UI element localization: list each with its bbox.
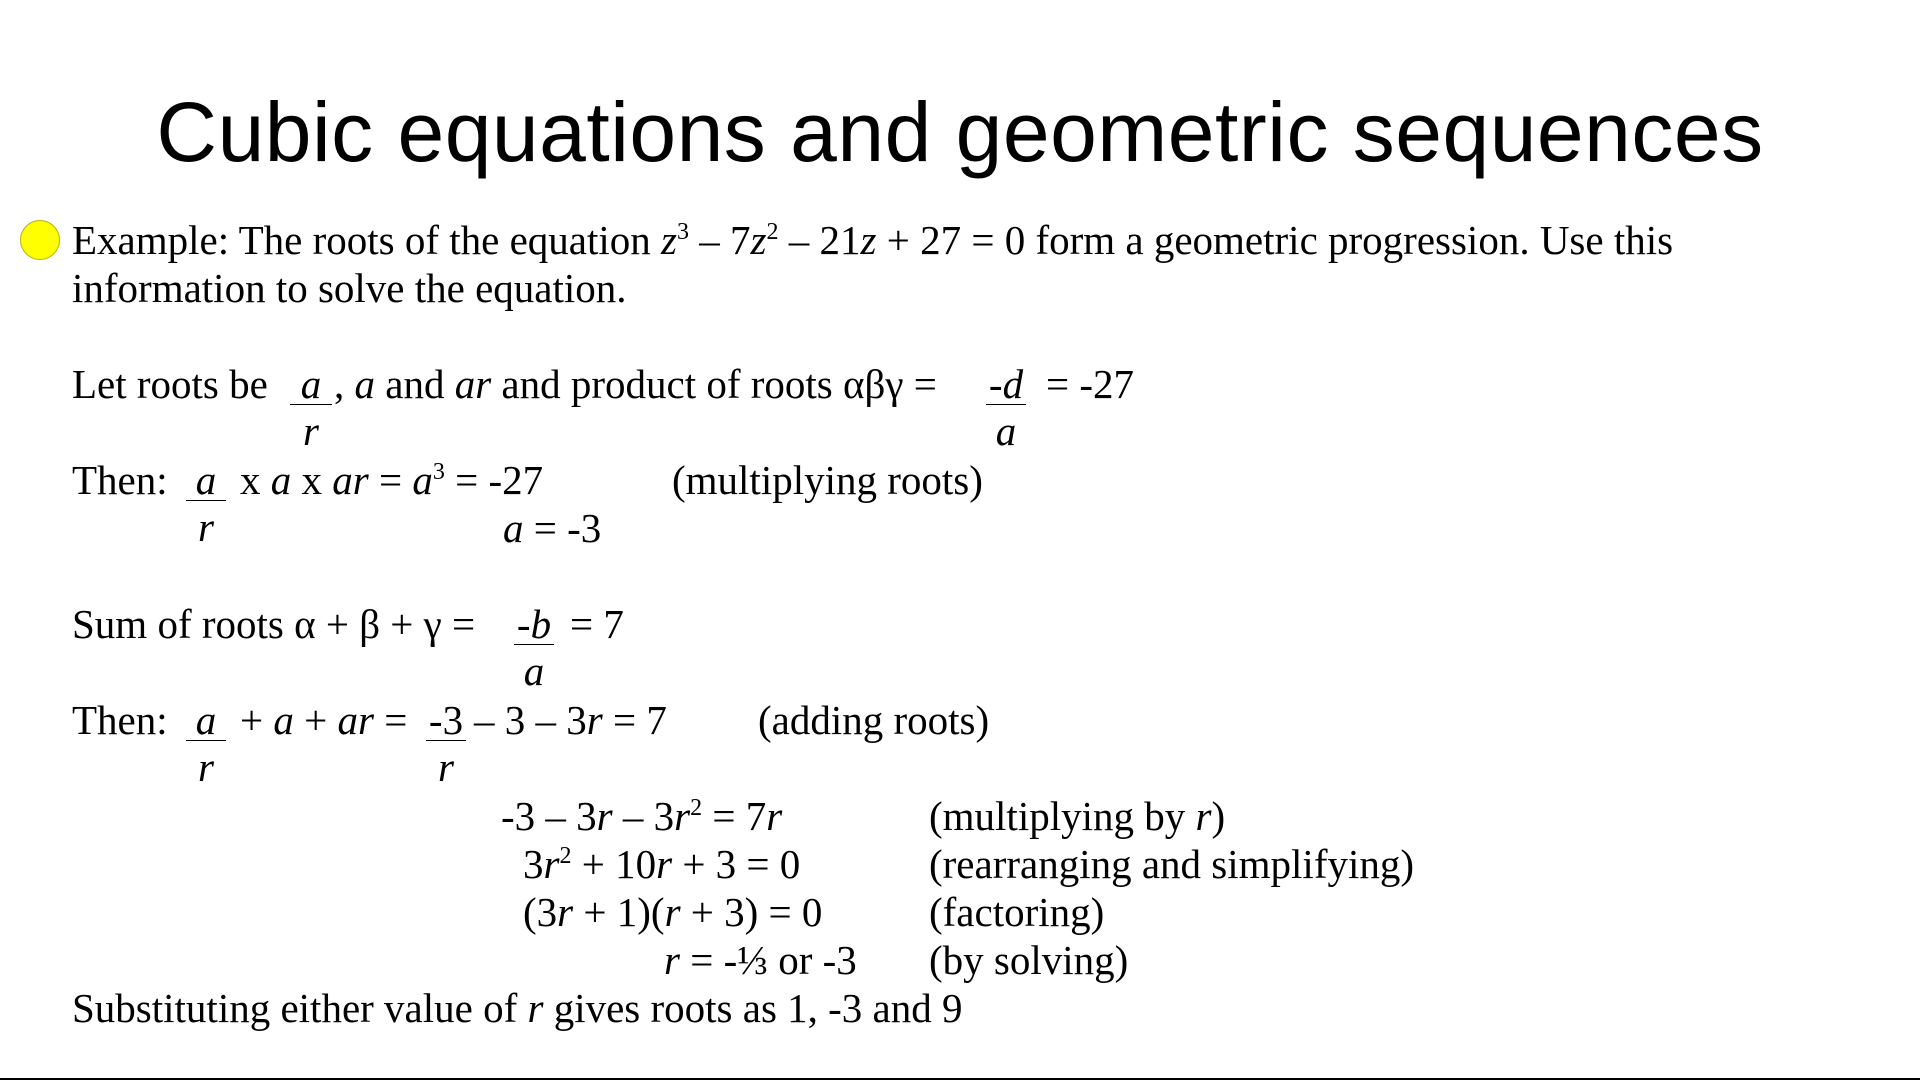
var-r: r: [543, 841, 560, 887]
var-a: a: [273, 697, 294, 743]
fraction-numerator: a: [195, 457, 217, 503]
fraction-numerator: a: [300, 361, 322, 407]
var-r: r: [664, 889, 681, 935]
step3-result: = 7: [570, 601, 624, 647]
equals-sign: =: [373, 697, 408, 743]
fraction-denominator: a: [523, 648, 545, 694]
fraction-numerator: -3: [428, 697, 464, 743]
times-sign: x: [240, 457, 271, 503]
note-text: ): [1211, 793, 1226, 839]
terms: -3 – 3: [501, 793, 597, 839]
and-text: and: [375, 361, 455, 407]
fraction-neg3-over-r: [426, 696, 466, 791]
terms: – 3: [612, 793, 675, 839]
var-r: r: [674, 793, 691, 839]
term-21: – 21: [778, 217, 861, 263]
var-r: r: [766, 793, 783, 839]
var-z: z: [860, 217, 877, 263]
var-a: a: [270, 457, 292, 503]
fraction-numerator: [514, 600, 554, 648]
var-ar: ar: [454, 361, 492, 407]
working-line-1: [501, 792, 782, 840]
working-note-2: (rearranging and simplifying): [929, 841, 1415, 887]
minus-sign: -: [988, 361, 1003, 407]
var-a: a: [503, 505, 524, 551]
step1-lead: Let roots be: [72, 361, 268, 407]
example-rest: + 27 = 0 form a geometric progression. Use this: [876, 217, 1674, 263]
fraction-a-over-r: [186, 696, 226, 791]
slide-title: Cubic equations and geometric sequences: [156, 85, 1764, 179]
var-r: r: [527, 985, 544, 1031]
times-sign: x: [291, 457, 333, 503]
minus-sign: -: [516, 601, 531, 647]
terms: – 3 – 3: [474, 697, 587, 743]
value: = 7: [602, 697, 667, 743]
value: + 3) = 0: [680, 889, 823, 935]
working-line-2: [523, 840, 800, 888]
value: + 3 = 0: [672, 841, 801, 887]
working-line-3: [523, 888, 822, 936]
terms: 3: [523, 841, 544, 887]
step1-result: = -27: [1046, 361, 1135, 407]
exp-2: 2: [690, 795, 703, 821]
example-line-1: [72, 216, 1673, 264]
step3-lead: Sum of roots α + β + γ =: [72, 601, 476, 647]
var-a: a: [412, 457, 433, 503]
var-a: a: [354, 361, 375, 407]
term-7: – 7: [689, 217, 751, 263]
working-line-4: [664, 936, 857, 984]
terms: (3: [523, 889, 558, 935]
step2-lead: Then:: [72, 457, 168, 503]
product-text: and product of roots αβγ =: [491, 361, 937, 407]
fraction-a-over-r: [186, 456, 226, 551]
working-note-1: [929, 792, 1225, 840]
conclusion-text: Substituting either value of: [72, 985, 528, 1031]
var-ar: ar: [332, 457, 369, 503]
working-note-3: (factoring): [929, 889, 1105, 935]
step1-body: [334, 360, 937, 408]
fraction-denominator: r: [303, 408, 319, 454]
terms: + 10: [571, 841, 657, 887]
var-z: z: [750, 217, 767, 263]
var-b: b: [530, 601, 552, 647]
var-r: r: [656, 841, 673, 887]
conclusion: [72, 984, 963, 1032]
fraction-neg-b-over-a: [514, 600, 554, 695]
plus-sign: +: [240, 697, 274, 743]
step4-rest: [474, 696, 667, 744]
var-z: z: [661, 217, 678, 263]
terms: + 1)(: [573, 889, 665, 935]
step2-note: (multiplying roots): [672, 457, 983, 503]
var-r: r: [664, 937, 680, 983]
var-r: r: [557, 889, 574, 935]
fraction-numerator: [986, 360, 1026, 408]
comma: ,: [334, 361, 345, 407]
step2-result: [503, 504, 601, 552]
var-ar: ar: [337, 697, 374, 743]
equals-sign: =: [368, 457, 413, 503]
fraction-a-over-r: [290, 360, 332, 455]
fraction-denominator: r: [198, 744, 214, 790]
example-label: Example: The roots of the equation: [72, 217, 662, 263]
working-note-4: (by solving): [929, 937, 1129, 983]
step4-lead: Then:: [72, 697, 168, 743]
step4-note: (adding roots): [758, 697, 990, 743]
laser-pointer-icon: [20, 220, 60, 260]
value: = -⅓ or -3: [679, 937, 857, 983]
example-line-2: information to solve the equation.: [72, 265, 627, 311]
exp-3: 3: [677, 219, 690, 245]
value: = -27: [444, 457, 544, 503]
step4-expression: [240, 696, 407, 744]
note-text: (multiplying by: [929, 793, 1196, 839]
var-r: r: [596, 793, 613, 839]
exp-2: 2: [559, 843, 572, 869]
plus-sign: +: [293, 697, 338, 743]
var-r: r: [586, 697, 603, 743]
var-r: r: [1195, 793, 1212, 839]
conclusion-text: gives roots as 1, -3 and 9: [543, 985, 963, 1031]
value: = -3: [523, 505, 602, 551]
fraction-numerator: a: [195, 697, 217, 743]
step2-expression: [240, 456, 543, 504]
exp-3: 3: [432, 459, 445, 485]
fraction-denominator: r: [438, 744, 454, 790]
exp-2: 2: [766, 219, 779, 245]
fraction-denominator: r: [198, 504, 214, 550]
var-d: d: [1002, 361, 1024, 407]
value: = 7: [702, 793, 767, 839]
fraction-neg-d-over-a: [986, 360, 1026, 455]
fraction-denominator: a: [995, 408, 1017, 454]
